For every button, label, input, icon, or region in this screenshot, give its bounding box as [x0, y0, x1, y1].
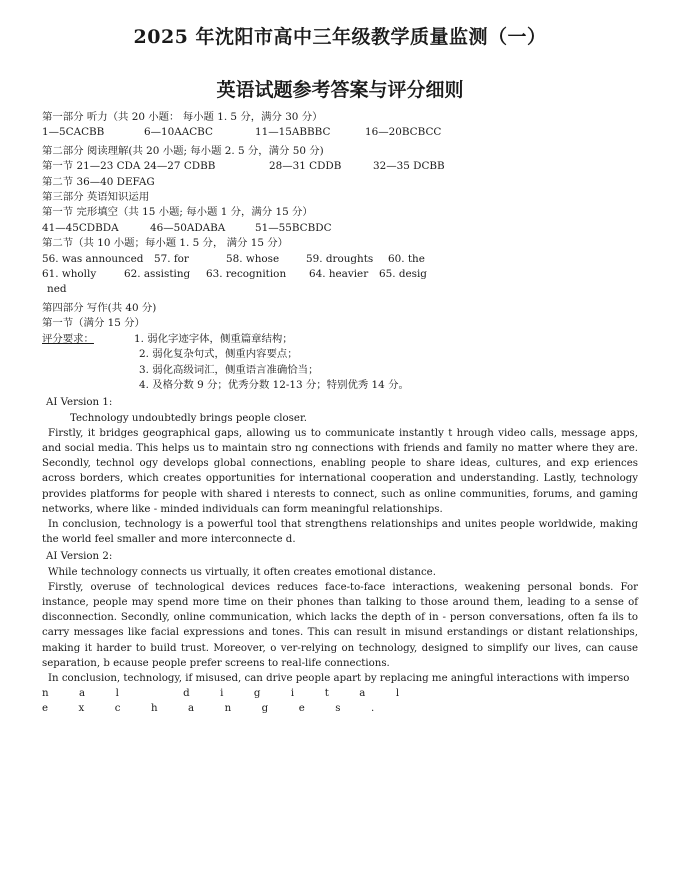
essay-label: AI Version 1:: [46, 397, 113, 409]
part4-heading: 第四部分 写作(共 40 分): [42, 301, 157, 314]
scoring-requirement-2: 2. 弱化复杂句式，侧重内容要点；: [139, 348, 298, 361]
essay-intro: Technology undoubtedly brings people closer.: [70, 412, 307, 424]
answer-group: 51—55BCBDC: [255, 221, 332, 234]
answer-item: 62. assisting: [124, 268, 191, 281]
essay-version-2: [42, 549, 638, 716]
answer-group: 6—10AACBC: [144, 126, 213, 139]
part2-section1: [42, 159, 638, 174]
answer-group: 46—50ADABA: [150, 221, 226, 234]
part3-row2-wrap: ned: [47, 283, 67, 296]
answer-group: 11—15ABBBC: [255, 126, 331, 139]
scoring-requirement-4: 4. 及格分数 9 分；优秀分数 12-13 分；特别优秀 14 分。: [139, 378, 409, 391]
part3-section1-answers: [42, 221, 638, 236]
part3-row2: [42, 267, 638, 282]
part3-row1: [42, 252, 638, 267]
answer-item: 56. was announced: [42, 252, 144, 265]
essay-paragraph: In conclusion, technology is a powerful tool that strengthens relationships and unites people worldwide, making the world feel smaller and more interconnecte d.: [42, 518, 638, 546]
answer-item: 57. for: [154, 252, 189, 265]
essay-label: AI Version 2:: [46, 551, 113, 563]
essay-version-1: [42, 395, 638, 547]
essay-intro: While technology connects us virtually, it often creates emotional distance.: [48, 566, 436, 578]
part1-answers: [42, 125, 638, 140]
part2-section2: 第二节 36—40 DEFAG: [42, 175, 155, 188]
answer-item: 63. recognition: [206, 268, 287, 281]
scoring-requirement-3: 3. 弱化高级词汇，侧重语言准确恰当；: [139, 363, 319, 376]
answer-item: 59. droughts: [306, 252, 374, 265]
answer-item: 61. wholly: [42, 268, 97, 281]
essay-paragraph: Firstly, it bridges geographical gaps, allowing us to communicate instantly t hrough video calls, message apps, and social media. This helps us to maintain stro ng connections with friends and family no matter where they are. Secondly, technol ogy develops global connections, enabling people to share ideas, cultures, and exp eriences across borders, which creates opportunities for international cooperation and understanding. Lastly, technology provides platforms for people with shared i nterests to connect, such as online communities, forums, and gaming networks, where like - minded individuals can form meaningful relationships.: [42, 427, 638, 515]
essay-paragraph: In conclusion, technology, if misused, can drive people apart by replacing me aningful interactions with imperso: [48, 672, 630, 684]
part3-heading: 第三部分 英语知识运用: [42, 191, 150, 204]
answer-item: 65. desig: [379, 268, 427, 281]
part3-section2-heading: 第二节（共 10 小题；每小题 1. 5 分， 满分 15 分）: [42, 237, 289, 250]
answer-group: 1—5CACBB: [42, 126, 105, 139]
essay-paragraph-tail: nal digital exchanges.: [42, 688, 430, 715]
answer-item: 64. heavier: [309, 268, 369, 281]
answer-group: 41—45CDBDA: [42, 221, 119, 234]
part4-section1-heading: 第一节（满分 15 分）: [42, 317, 145, 330]
part3-section1-heading: 第一节 完形填空（共 15 小题; 每小题 1 分，满分 15 分）: [42, 206, 313, 219]
scoring-requirement-label: 评分要求：: [42, 332, 94, 345]
document-title: 2025 年沈阳市高中三年级教学质量监测（一）: [133, 26, 547, 48]
answer-item: 58. whose: [226, 252, 280, 265]
part1-heading: 第一部分 听力（共 20 小题： 每小题 1. 5 分，满分 30 分）: [42, 111, 323, 123]
answer-group: 28—31 CDDB: [269, 160, 342, 173]
part2-heading: 第二部分 阅读理解(共 20 小题; 每小题 2. 5 分，满分 50 分): [42, 144, 324, 157]
answer-group: 第一节 21—23 CDA 24—27 CDBB: [42, 160, 216, 173]
scoring-requirement-1: 评分要求： 1. 弱化字迹字体，侧重篇章结构；: [42, 332, 638, 347]
answer-group: 16—20BCBCC: [365, 126, 442, 139]
essay-paragraph: Firstly, overuse of technological devices reduces face-to-face interactions, weakening personal bonds. For instance, people may spend more time on their phones than talking to those around them, leading to a sense of disconnection. Secondly, online communication, which lacks the depth of in - person conversations, often fa ils to carry messages like facial expressions and tones. This can result in misund erstandings or distant relationships, making it harder to build trust. Moreover, o ver-relying on technology, designed to simplify our lives, can cause separation, b ecause people prefer screens to real-life connections.: [42, 581, 638, 669]
document-subtitle: 英语试题参考答案与评分细则: [216, 79, 464, 101]
answer-item: 60. the: [388, 252, 425, 265]
answer-group: 32—35 DCBB: [373, 160, 445, 173]
